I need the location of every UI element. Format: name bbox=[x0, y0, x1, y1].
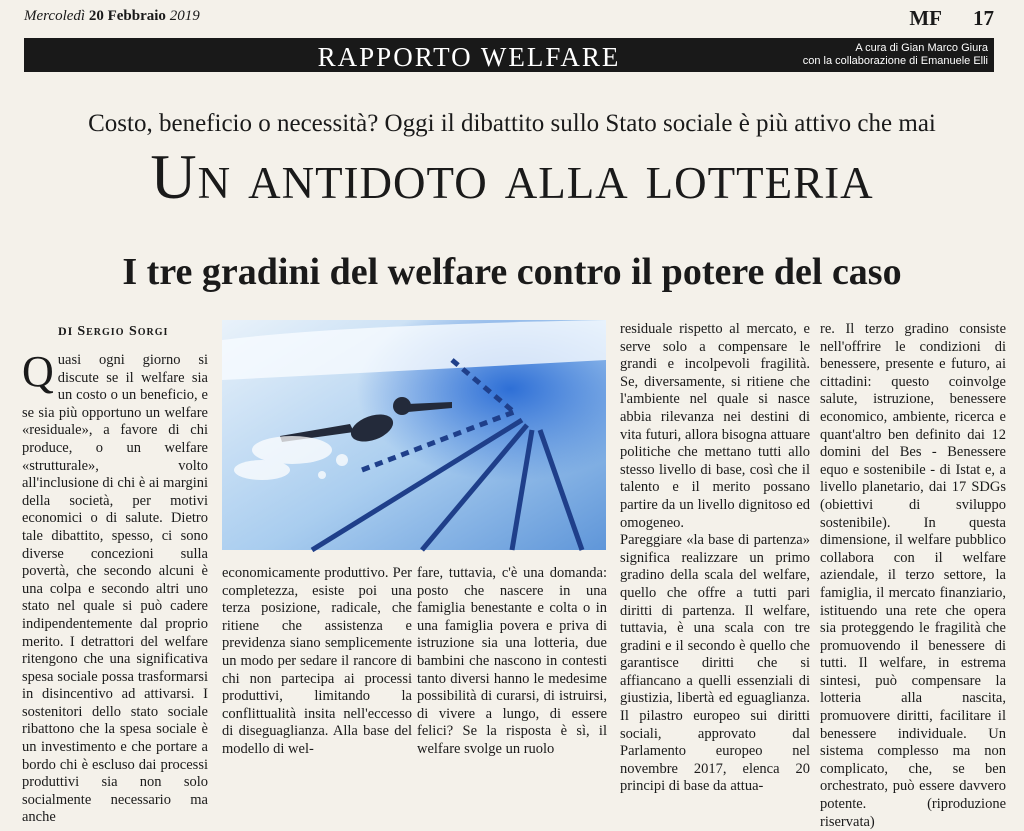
paragraph-text: uasi ogni giorno si discute se il welfare sia un costo o un beneficio, e se sia più opportuno un welfare «residuale», a favore di chi produce, o un welfare «strutturale», volto all'inclusione di chi è ai margini della società, per motivi economici o di salute. Dietro tale dibattito, spesso, ci sono diverse concezioni sulla povertà, che secondo alcuni è una colpa e secondo altri uno stato nel quale si può cadere indipendentemente dal proprio merito. I detrattori del welfare ritengono che una significativa spesa sociale possa trasformarsi in disincentivo ad attivarsi. I sostenitori dello stato sociale ribattono che la spesa sociale è un investimento e che portare a bordo chi è escluso dai processi produttivi sia non solo socialmente necessario ma anche bbox=[22, 352, 208, 826]
byline-prefix: DI bbox=[58, 324, 74, 338]
article-column-1 bbox=[22, 347, 208, 826]
article-column-2 bbox=[222, 565, 412, 757]
paragraph: re. Il terzo gradino consiste nell'offrire le condizioni di benessere, presente e futuro, ai cittadini: questo coinvolge salute, istruzione, benessere economico, ambiente, ricerca e quant'altro ben definito dai 12 domini del Bes - Benessere equo e sostenibile - di Istat e, a livello planetario, dai 17 SDGs (obiettivi di sviluppo sostenibile). In questa dimensione, il welfare pubblico collabora con il welfare aziendale, il terzo settore, la famiglia, il mercato finanziario, istituendo una rete che opera sia proteggendo le fragilità che promuovendo il benessere di tutti. Il welfare, in estrema sintesi, può compensare la lotteria alla nascita, promuovere diritti, facilitare il benessere individuale. Un sistema complesso ma non complicato, che, se ben orchestrato, può essere davvero potente. (riproduzione riservata) bbox=[820, 321, 1006, 830]
article-headline: Un antidoto alla lotteria bbox=[150, 141, 874, 212]
dropcap: Q bbox=[22, 347, 54, 396]
credit-collaborator: con la collaborazione di Emanuele Elli bbox=[802, 55, 988, 67]
paragraph: residuale rispetto al mercato, e serve solo a compensare le grandi e incolpevoli fragilità. Se, diversamente, si ritiene che l'ambiente nel quale si nasce abbia rilevanza nei destini di vita futuri, allora bisogna attuare politiche che mettano tutti allo stesso livello di base, così che il talento e il merito possano partire da un livello dignitoso ed omogeneo. bbox=[620, 321, 810, 531]
byline-author: Sergio Sorgi bbox=[77, 324, 169, 339]
paragraph: fare, tuttavia, c'è una domanda: posto che nascere in una famiglia benestante e colta o in una famiglia povera e priva di istruzione sia una lotteria, due bambini che nascono in contesti tanto diversi hanno le medesime possibilità di curarsi, di istruirsi, di vivere a lungo, di essere felici? Se la risposta è sì, il welfare svolge un ruolo bbox=[417, 565, 607, 757]
section-credits bbox=[803, 42, 988, 68]
article-column-4 bbox=[620, 321, 810, 795]
swimmer-photo bbox=[222, 320, 606, 550]
newspaper-logo: MF bbox=[909, 6, 942, 30]
credit-editor: A cura di Gian Marco Giura bbox=[855, 42, 988, 54]
article-subhead: I tre gradini del welfare contro il potere del caso bbox=[122, 251, 902, 293]
swimmer-underwater-icon bbox=[222, 320, 606, 550]
paragraph bbox=[22, 347, 208, 827]
paragraph: Pareggiare «la base di partenza» significa realizzare un primo gradino della scala del welfare, quello che offre a tutti pari diritti di partenza. Il welfare, tuttavia, è una scala con tre gradini e il secondo è quello che garantisce diritti che si affiancano a quelli essenziali di giustizia, libertà ed eguaglianza. Il pilastro europeo sui diritti sociali, approvato dal Parlamento europeo nel novembre 2017, elenca 20 principi di base da attua- bbox=[620, 532, 810, 795]
article-kicker: Costo, beneficio o necessità? Oggi il dibattito sullo Stato sociale è più attivo che mai bbox=[88, 110, 936, 137]
page-header bbox=[24, 6, 994, 28]
article-column-5 bbox=[820, 321, 1006, 830]
article-column-3 bbox=[417, 565, 607, 757]
section-title: RAPPORTO WELFARE bbox=[317, 42, 621, 72]
paragraph: economicamente produttivo. Per completezza, esiste poi una terza posizione, radicale, che ritiene che assistenza e previdenza siano semplicemente un modo per sedare il rancore di chi non partecipa ai processi produttivi, limitando la conflittualità insita nell'eccesso di diseguaglianza. Alla base del modello di wel- bbox=[222, 565, 412, 757]
byline bbox=[58, 324, 168, 340]
issue-date: Mercoledì 20 Febbraio 2019 bbox=[24, 8, 200, 24]
section-banner bbox=[24, 38, 994, 72]
page-number: 17 bbox=[973, 6, 994, 30]
